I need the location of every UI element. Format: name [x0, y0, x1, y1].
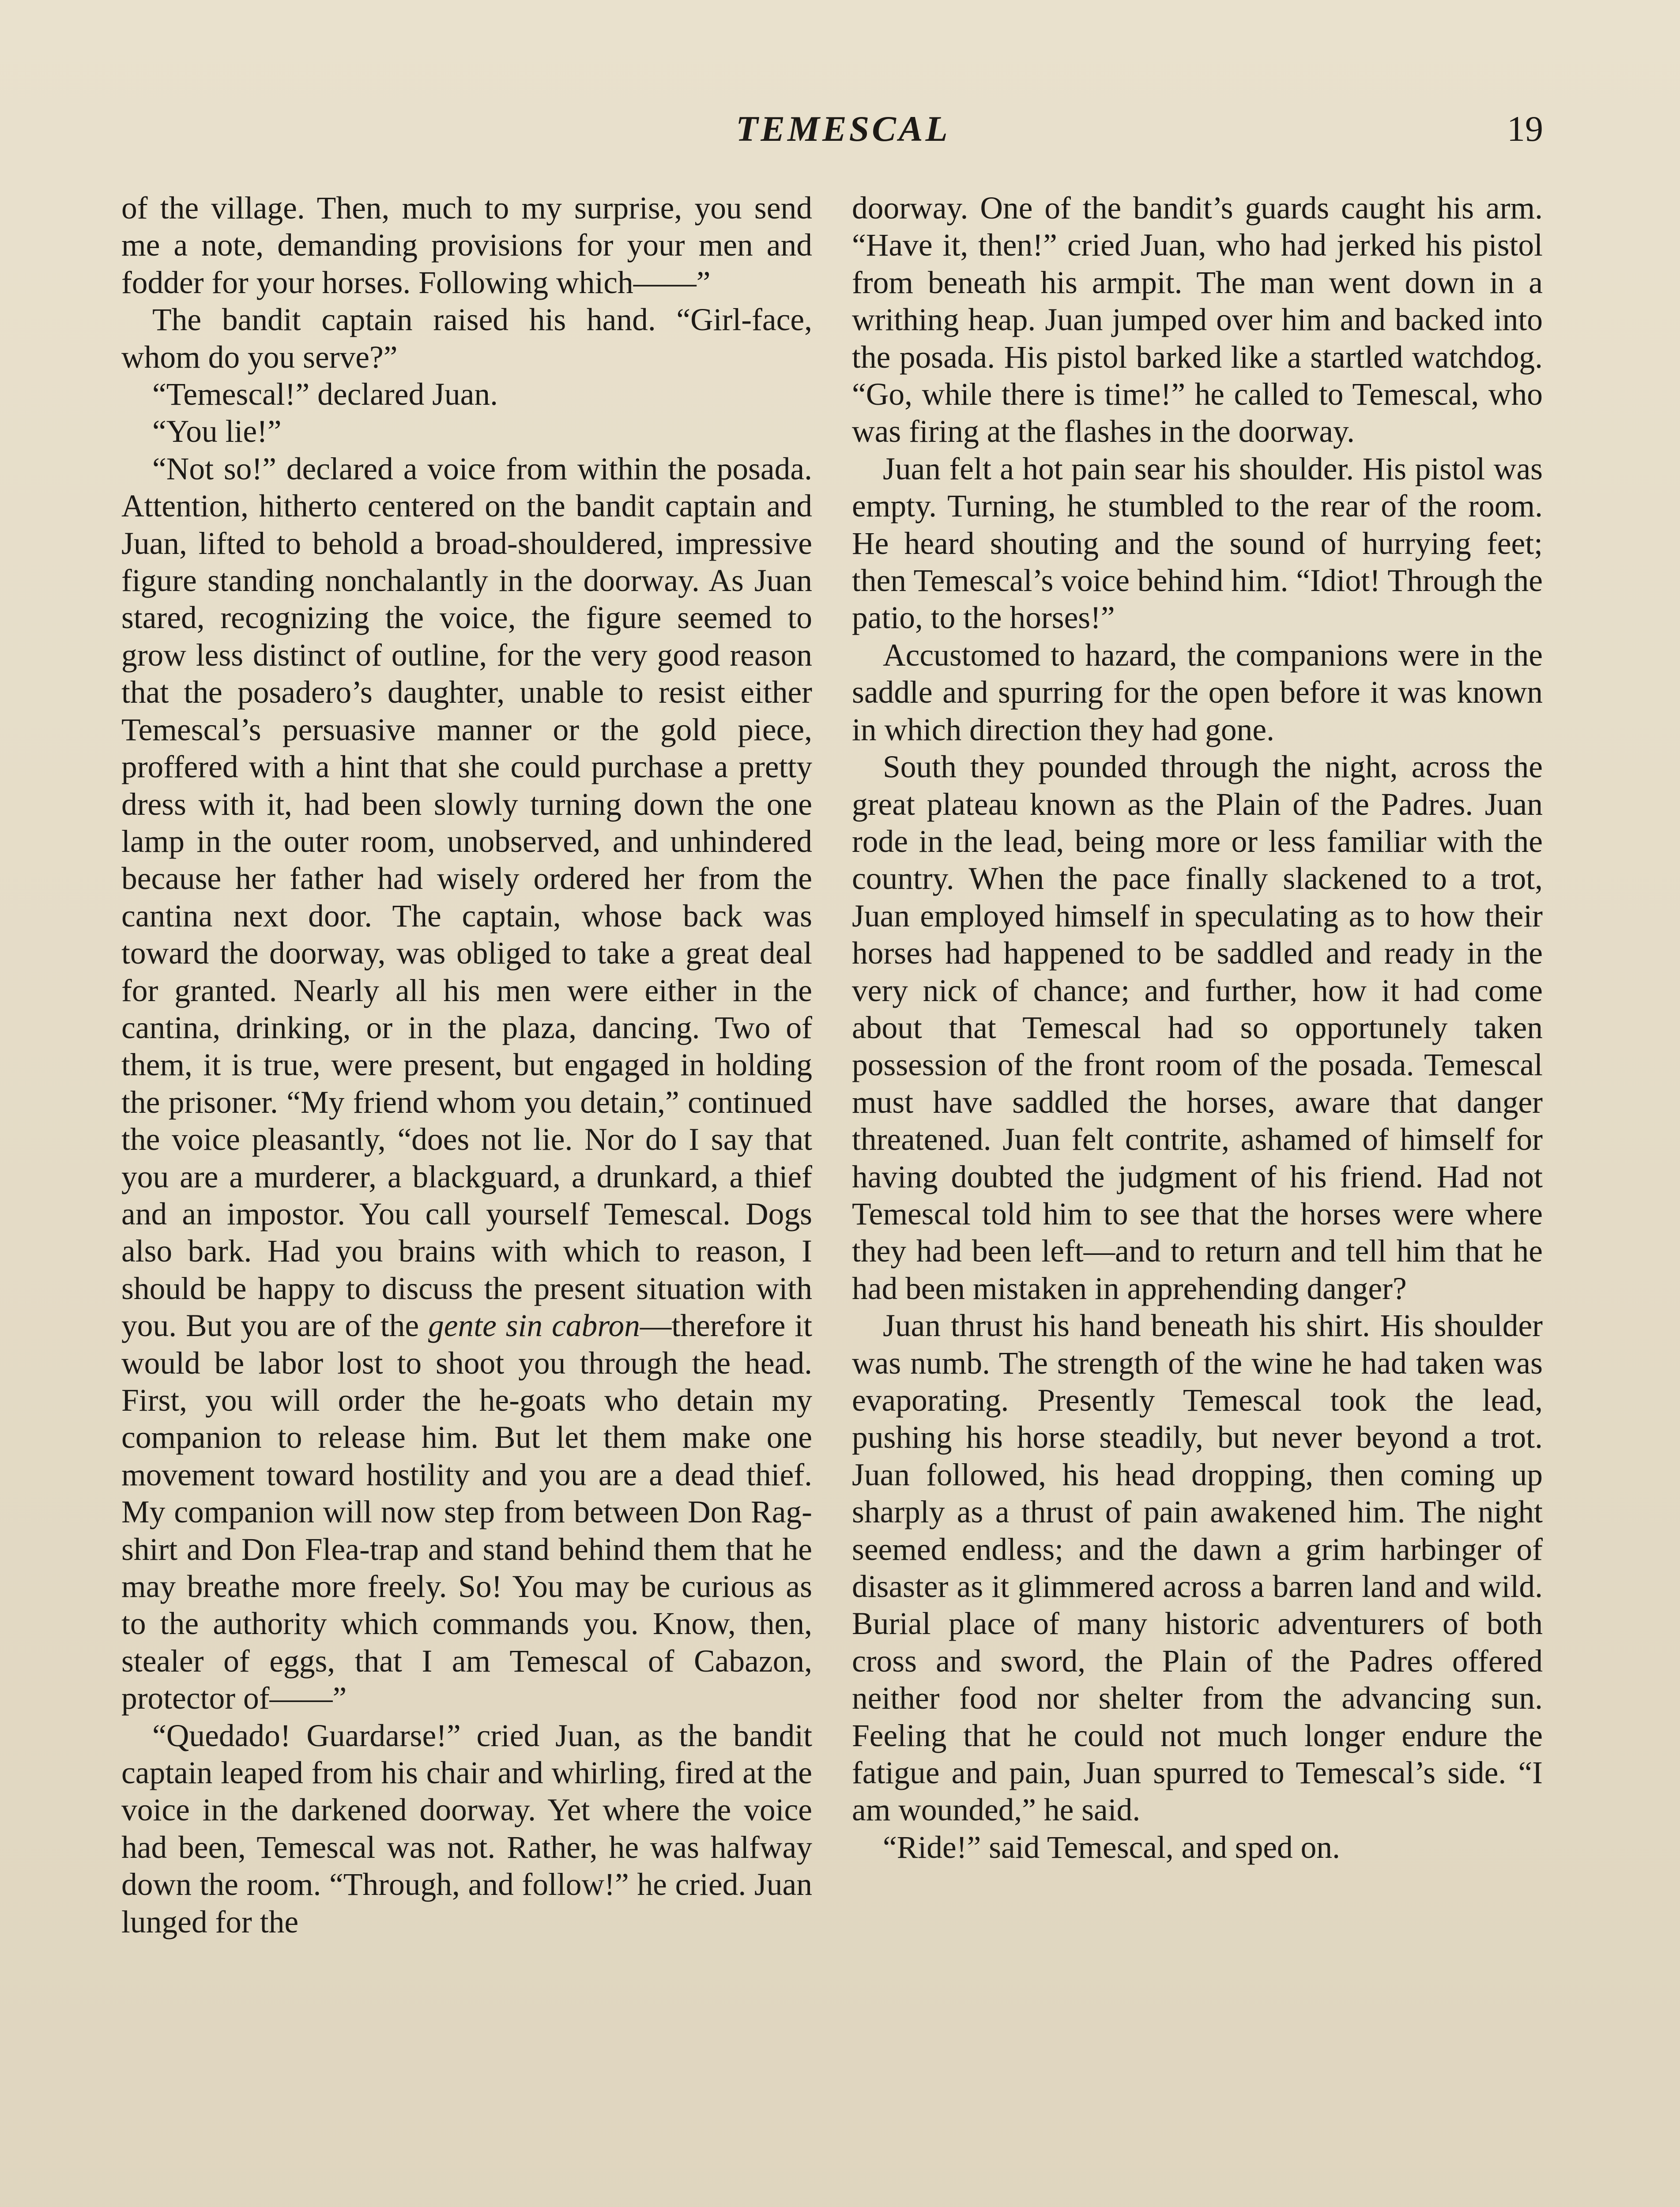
left-column	[121, 190, 812, 1941]
text-run: —therefore it would be labor lost to shoot you through the head. First, you will order the he-goats who detain my companion to release him. But let them make one movement toward hostility and you are a dead thief. My companion will now step from between Don Rag-shirt and Don Flea-trap and stand behind them that he may breathe more freely. So! You may be curious as to the authority which commands you. Know, then, stealer of eggs, that I am Temescal of Cabazon, protector of——”	[121, 1308, 813, 1716]
running-head	[0, 108, 1680, 170]
paragraph: Accustomed to hazard, the companions were in the saddle and spurring for the open before it was known in which direction they had gone.	[852, 637, 1543, 747]
paragraph: Juan thrust his hand beneath his shirt. His shoulder was numb. The strength of the wine he had taken was evaporating. Presently Temescal took the lead, pushing his horse steadily, but never beyond a trot. Juan followed, his head dropping, then coming up sharply as a thrust of pain awakened him. The night seemed endless; and the dawn a grim harbinger of disaster as it glimmered across a barren land and wild. Burial place of many historic adventurers of both cross and sword, the Plain of the Padres offered neither food nor shelter from the advancing sun. Feeling that he could not much longer endure the fatigue and pain, Juan spurred to Temescal’s side. “I am wounded,” he said.	[852, 1308, 1543, 1828]
paragraph: South they pounded through the night, across the great plateau known as the Plain of the Padres. Juan rode in the lead, being more or less familiar with the country. When the pace finally slackened to a trot, Juan employed himself in speculating as to how their horses had happened to be saddled and ready in the very nick of chance; and further, how it had come about that Temescal had so opportunely taken possession of the front room of the posada. Temescal must have saddled the horses, aware that danger threatened. Juan felt contrite, ashamed of himself for having doubted the judgment of his friend. Had not Temescal told him to see that the horses were where they had been left—and to return and tell him that he had been mistaken in apprehending danger?	[852, 749, 1543, 1306]
paragraph: “Temescal!” declared Juan.	[152, 377, 498, 412]
italic-phrase: gente sin cabron	[428, 1308, 640, 1344]
right-column	[852, 190, 1543, 1866]
running-title: TEMESCAL	[736, 109, 950, 149]
page-number: 19	[1507, 109, 1543, 149]
paragraph: “Ride!” said Temescal, and sped on.	[883, 1830, 1341, 1865]
paragraph	[121, 451, 812, 1717]
paragraph-continued: of the village. Then, much to my surprise, you send me a note, demanding provisions for your men and fodder for your horses. Following which——”	[121, 191, 812, 300]
paragraph: “You lie!”	[152, 414, 282, 449]
paragraph: Juan felt a hot pain sear his shoulder. His pistol was empty. Turning, he stumbled to the rear of the room. He heard shouting and the sound of hurrying feet; then Temescal’s voice behind him. “Idiot! Through the patio, to the horses!”	[852, 451, 1543, 636]
paragraph: The bandit captain raised his hand. “Girl-face, whom do you serve?”	[121, 302, 812, 375]
paragraph: “Quedado! Guardarse!” cried Juan, as the bandit captain leaped from his chair and whirling, fired at the voice in the darkened doorway. Yet where the voice had been, Temescal was not. Rather, he was halfway down the room. “Through, and follow!” he cried. Juan lunged for the	[121, 1718, 812, 1940]
paragraph-continued: doorway. One of the bandit’s guards caught his arm. “Have it, then!” cried Juan, who had jerked his pistol from beneath his armpit. The man went down in a writhing heap. Juan jumped over him and backed into the posada. His pistol barked like a startled watchdog. “Go, while there is time!” he called to Temescal, who was firing at the flashes in the doorway.	[852, 191, 1543, 449]
text-run: “Not so!” declared a voice from within the posada. Attention, hitherto centered on the bandit captain and Juan, lifted to behold a broad-shouldered, impressive figure standing nonchalantly in the doorway. As Juan stared, recognizing the voice, the figure seemed to grow less distinct of outline, for the very good reason that the posadero’s daughter, unable to resist either Temescal’s persuasive manner or the gold piece, proffered with a hint that she could purchase a pretty dress with it, had been slowly turning down the one lamp in the outer room, unobserved, and unhindered because her father had wisely ordered her from the cantina next door. The captain, whose back was toward the doorway, was obliged to take a great deal for granted. Nearly all his men were either in the cantina, drinking, or in the plaza, dancing. Two of them, it is true, were present, but engaged in holding the prisoner. “My friend whom you detain,” continued the voice pleasantly, “does not lie. Nor do I say that you are a murderer, a blackguard, a drunkard, a thief and an impostor. You call yourself Temescal. Dogs also bark. Had you brains with which to reason, I should be happy to discuss the present situation with you. But you are of the	[121, 451, 812, 1344]
